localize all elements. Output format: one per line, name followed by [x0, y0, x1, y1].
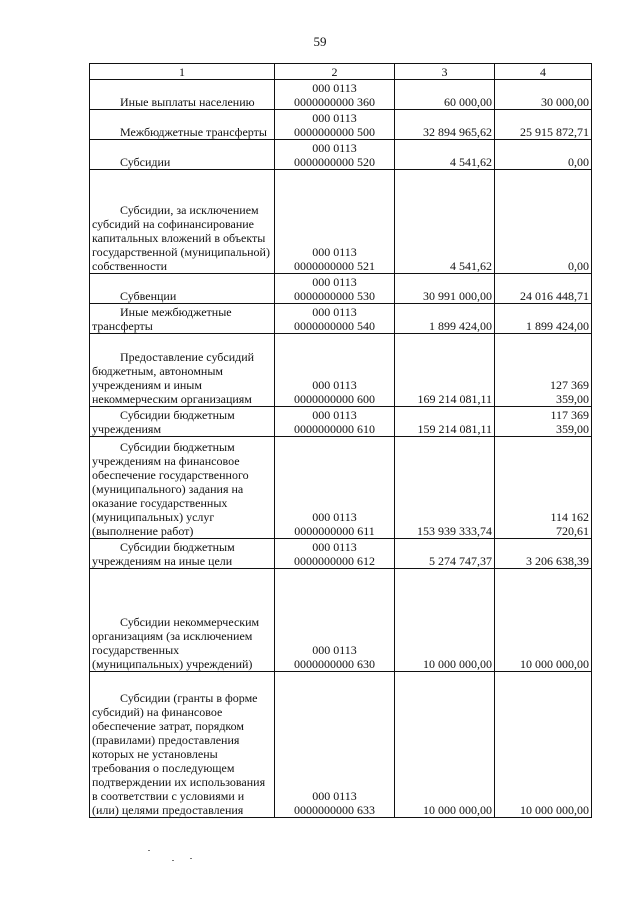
- scan-speck: [148, 850, 150, 851]
- row-value-4: [495, 539, 592, 569]
- row-code: [275, 569, 395, 672]
- code-line-1: 000 0113: [312, 305, 357, 319]
- value-4-line-1: 3 206 638,39: [526, 554, 589, 568]
- value-4-line-2: 359,00: [556, 422, 589, 436]
- code-line-1: 000 0113: [312, 789, 357, 803]
- row-code: [275, 407, 395, 437]
- row-value-4: [495, 80, 592, 110]
- scan-speck: [190, 858, 192, 859]
- header-col-4: 4: [495, 64, 592, 80]
- page-number: 59: [313, 34, 327, 49]
- row-name: [90, 437, 275, 539]
- value-4-line-1: 1 899 424,00: [526, 319, 589, 333]
- code-line-1: 000 0113: [312, 510, 357, 524]
- row-code: [275, 110, 395, 140]
- header-col-2: 2: [275, 64, 395, 80]
- row-code: [275, 539, 395, 569]
- row-name-text: Субсидии некоммерческим организациям (за исключением государственных (муниципальных) учреждений): [92, 615, 260, 671]
- code-line-2: 0000000000 600: [294, 392, 375, 406]
- row-name-text: Предоставление субсидий бюджетным, автономным учреждениям и иным некоммерческим организациям: [92, 350, 255, 406]
- row-code: [275, 80, 395, 110]
- row-name: [90, 110, 275, 140]
- row-value-4: [495, 334, 592, 407]
- row-name: [90, 539, 275, 569]
- header-col-3: 3: [395, 64, 495, 80]
- table-row: [90, 407, 592, 437]
- row-value-3: 159 214 081,11: [395, 407, 495, 437]
- table-row: [90, 672, 592, 818]
- row-value-3: 32 894 965,62: [395, 110, 495, 140]
- row-name: [90, 569, 275, 672]
- row-code: [275, 170, 395, 274]
- code-line-2: 0000000000 530: [294, 289, 375, 303]
- value-4-line-1: 24 016 448,71: [520, 289, 589, 303]
- row-value-3: 1 899 424,00: [395, 304, 495, 334]
- row-value-4: [495, 407, 592, 437]
- row-name: [90, 672, 275, 818]
- row-name: [90, 407, 275, 437]
- row-name-text: Субвенции: [120, 289, 177, 303]
- value-4-line-1: 117 369: [550, 408, 589, 422]
- row-name-text: Межбюджетные трансферты: [120, 125, 267, 139]
- code-line-2: 0000000000 360: [294, 95, 375, 109]
- row-name: [90, 80, 275, 110]
- row-value-3: 5 274 747,37: [395, 539, 495, 569]
- value-4-line-1: 25 915 872,71: [520, 125, 589, 139]
- row-value-3: 30 991 000,00: [395, 274, 495, 304]
- row-value-4: [495, 569, 592, 672]
- row-name: [90, 170, 275, 274]
- row-value-4: [495, 437, 592, 539]
- code-line-1: 000 0113: [312, 275, 357, 289]
- table-row: [90, 569, 592, 672]
- value-4-line-2: 359,00: [556, 392, 589, 406]
- value-4-line-1: 30 000,00: [541, 95, 589, 109]
- table-row: [90, 334, 592, 407]
- row-value-4: [495, 304, 592, 334]
- code-line-2: 0000000000 630: [294, 657, 375, 671]
- code-line-1: 000 0113: [312, 643, 357, 657]
- table-header-row: [90, 64, 592, 80]
- row-code: [275, 304, 395, 334]
- code-line-1: 000 0113: [312, 408, 357, 422]
- table-row: [90, 539, 592, 569]
- code-line-2: 0000000000 520: [294, 155, 375, 169]
- table-row: [90, 140, 592, 170]
- row-name-text: Субсидии (гранты в форме субсидий) на финансовое обеспечение затрат, порядком (правилами) предоставления которых не установлены требования о последующем подтверждении их использования в соответствии с условиями и (или) целями предоставления: [92, 691, 266, 817]
- row-code: [275, 672, 395, 818]
- row-value-3: 10 000 000,00: [395, 569, 495, 672]
- row-code: [275, 334, 395, 407]
- row-name-text: Субсидии бюджетным учреждениям на финансовое обеспечение государственного (муниципального) задания на оказание государственных (муниципальных) услуг (выполнение работ): [92, 440, 249, 538]
- value-4-line-1: 0,00: [568, 259, 589, 273]
- value-4-line-1: 114 162: [550, 510, 589, 524]
- code-line-2: 0000000000 540: [294, 319, 375, 333]
- row-name-text: Субсидии, за исключением субсидий на софинансирование капитальных вложений в объекты государственной (муниципальной) собственности: [92, 203, 270, 273]
- row-value-3: 153 939 333,74: [395, 437, 495, 539]
- row-value-3: 169 214 081,11: [395, 334, 495, 407]
- table-row: [90, 80, 592, 110]
- code-line-2: 0000000000 500: [294, 125, 375, 139]
- table-row: [90, 274, 592, 304]
- row-name: [90, 274, 275, 304]
- row-value-4: [495, 170, 592, 274]
- code-line-1: 000 0113: [312, 141, 357, 155]
- code-line-2: 0000000000 611: [294, 524, 375, 538]
- code-line-2: 0000000000 610: [294, 422, 375, 436]
- scan-speck: [172, 860, 174, 861]
- code-line-2: 0000000000 633: [294, 803, 375, 817]
- row-name-text: Иные межбюджетные трансферты: [92, 305, 232, 333]
- row-name-text: Субсидии бюджетным учреждениям на иные цели: [92, 540, 235, 568]
- table-row: [90, 170, 592, 274]
- row-value-3: 10 000 000,00: [395, 672, 495, 818]
- code-line-1: 000 0113: [312, 245, 357, 259]
- code-line-1: 000 0113: [312, 378, 357, 392]
- row-value-3: 60 000,00: [395, 80, 495, 110]
- row-value-4: [495, 110, 592, 140]
- table-row: [90, 437, 592, 539]
- value-4-line-1: 127 369: [550, 378, 589, 392]
- code-line-1: 000 0113: [312, 540, 357, 554]
- row-name: [90, 304, 275, 334]
- row-value-4: [495, 140, 592, 170]
- row-name-text: Субсидии: [120, 155, 171, 169]
- code-line-2: 0000000000 612: [294, 554, 375, 568]
- row-code: [275, 274, 395, 304]
- row-name: [90, 140, 275, 170]
- table-row: [90, 304, 592, 334]
- row-value-4: [495, 672, 592, 818]
- code-line-1: 000 0113: [312, 81, 357, 95]
- code-line-1: 000 0113: [312, 111, 357, 125]
- row-value-3: 4 541,62: [395, 140, 495, 170]
- value-4-line-1: 0,00: [568, 155, 589, 169]
- budget-table: [89, 63, 592, 818]
- row-value-3: 4 541,62: [395, 170, 495, 274]
- row-name: [90, 334, 275, 407]
- code-line-2: 0000000000 521: [294, 259, 375, 273]
- row-code: [275, 140, 395, 170]
- value-4-line-1: 10 000 000,00: [520, 657, 589, 671]
- row-code: [275, 437, 395, 539]
- row-value-4: [495, 274, 592, 304]
- row-name-text: Субсидии бюджетным учреждениям: [92, 408, 235, 436]
- value-4-line-2: 720,61: [556, 524, 589, 538]
- row-name-text: Иные выплаты населению: [120, 95, 255, 109]
- value-4-line-1: 10 000 000,00: [520, 803, 589, 817]
- header-col-1: 1: [90, 64, 275, 80]
- table-row: [90, 110, 592, 140]
